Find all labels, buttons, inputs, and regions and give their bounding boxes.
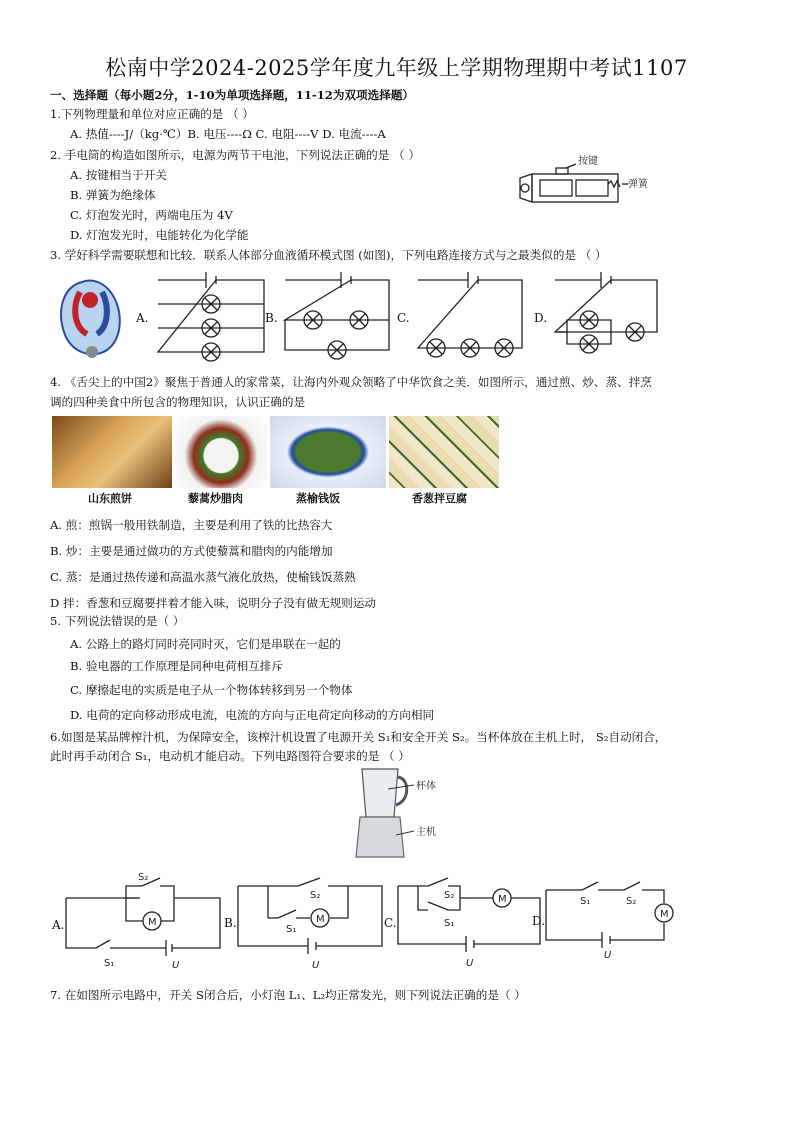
- q2-option-a: A. 按键相当于开关: [70, 168, 167, 182]
- q2-option-c: C. 灯泡发光时，两端电压为 4V: [70, 208, 233, 222]
- q5-option-c: C. 摩擦起电的实质是电子从一个物体转移到另一个物体: [70, 683, 353, 697]
- q6-a-s1: S₁: [104, 958, 115, 969]
- q6-c-s2: S₂: [444, 890, 455, 901]
- q6-label-c: C.: [384, 916, 397, 930]
- q2-option-d: D. 灯泡发光时，电能转化为化学能: [70, 228, 249, 242]
- q4-caption-2: 藜蒿炒腊肉: [188, 492, 243, 505]
- q6-circuit-b: [238, 870, 388, 970]
- q3-circuit-b: [285, 270, 395, 362]
- q6-c-s1: S₁: [444, 918, 455, 929]
- q3-circuit-d: [555, 270, 665, 362]
- q6-a-u: U: [172, 960, 180, 971]
- q2-label-spring: 弹簧: [628, 179, 648, 190]
- q6-b-motor-label: M: [316, 914, 325, 925]
- q6-b-s2: S₂: [310, 890, 321, 901]
- flashlight-diagram: [518, 154, 648, 214]
- photo-steamed-rice: [270, 416, 386, 488]
- juicer-figure: [340, 765, 450, 860]
- q2-label-key: 按键: [578, 156, 598, 167]
- q6-circuit-d: [546, 868, 676, 961]
- q6-label-d: D.: [532, 914, 546, 928]
- q7-stem: 7. 在如图所示电路中，开关 S闭合后，小灯泡 L₁、L₂均正常发光，则下列说法正确的是（ ）: [50, 988, 526, 1002]
- q4-caption-3: 蒸榆钱饭: [296, 492, 340, 505]
- q2-stem: 2. 手电筒的构造如图所示，电源为两节干电池，下列说法正确的是 （ ）: [50, 148, 420, 162]
- q6-circuit-a: [66, 870, 226, 970]
- q5-option-a: A. 公路上的路灯同时亮同时灭，它们是串联在一起的: [70, 637, 341, 651]
- q4-option-b: B. 炒：主要是通过做功的方式使藜蒿和腊肉的内能增加: [50, 544, 333, 558]
- photo-stir-fry: [175, 416, 267, 488]
- q3-label-d: D.: [534, 311, 548, 325]
- q6-c-u: U: [466, 958, 474, 969]
- q4-option-c: C. 蒸：是通过热传递和高温水蒸气液化放热，使榆钱饭蒸熟: [50, 570, 356, 584]
- q6-d-u: U: [604, 950, 612, 961]
- q6-label-b: B.: [224, 916, 237, 930]
- blood-circulation-figure: [52, 272, 132, 364]
- page-title: 松南中学2024-2025学年度九年级上学期物理期中考试1107: [105, 56, 688, 80]
- q3-label-b: B.: [265, 311, 278, 325]
- q4-caption-1: 山东煎饼: [88, 492, 132, 505]
- q4-option-a: A. 煎：煎锅一般用铁制造，主要是利用了铁的比热容大: [50, 518, 333, 532]
- q6-d-motor-label: M: [660, 909, 669, 920]
- q3-label-a: A.: [136, 311, 149, 325]
- q3-label-c: C.: [397, 311, 410, 325]
- q5-stem: 5. 下列说法错误的是（ ）: [50, 614, 185, 628]
- q6-circuit-c: [398, 868, 548, 968]
- q4-caption-4: 香葱拌豆腐: [412, 492, 467, 505]
- q2-option-b: B. 弹簧为绝缘体: [70, 188, 156, 202]
- photo-tofu: [389, 416, 499, 488]
- photo-pancake: [52, 416, 172, 488]
- q5-option-d: D. 电荷的定向移动形成电流，电流的方向与正电荷定向移动的方向相同: [70, 708, 435, 722]
- q6-stem-line1: 6.如图是某品牌榨汁机，为保障安全，该榨汁机设置了电源开关 S₁和安全开关 S₂。当杯体放在主机上时， S₂自动闭合，: [50, 730, 667, 744]
- q4-stem-line2: 调的四种美食中所包含的物理知识，认识正确的是: [50, 395, 306, 409]
- q4-option-d: D 拌：香葱和豆腐要拌着才能入味，说明分子没有做无规则运动: [50, 596, 377, 610]
- q3-circuit-c: [418, 270, 528, 362]
- q6-b-u: U: [312, 960, 320, 971]
- q6-label-a: A.: [52, 918, 65, 932]
- q6-b-s1: S₁: [286, 924, 297, 935]
- q6-label-base: 主机: [416, 827, 436, 838]
- q1-options: A. 热值----J/（kg·℃）B. 电压----Ω C. 电阻----V D. 电流----A: [70, 127, 386, 141]
- q4-stem-line1: 4. 《舌尖上的中国2》聚焦于普通人的家常菜，让海内外观众领略了中华饮食之美．如图所示，通过煎、炒、蒸、拌烹: [50, 375, 652, 389]
- q6-c-motor-label: M: [498, 894, 507, 905]
- q6-a-s2: S₂: [138, 872, 149, 883]
- q1-stem: 1.下列物理量和单位对应正确的是 （ ）: [50, 107, 254, 121]
- q6-d-s2: S₂: [626, 896, 637, 907]
- q3-circuit-a: [158, 270, 268, 362]
- section-heading: 一、选择题（每小题2分，1-10为单项选择题，11-12为双项选择题）: [50, 88, 415, 102]
- q3-stem: 3. 学好科学需要联想和比较．联系人体部分血液循环模式图 (如图)，下列电路连接方式与之最类似的是 （ ）: [50, 248, 607, 262]
- q5-option-b: B. 验电器的工作原理是同种电荷相互排斥: [70, 659, 283, 673]
- q6-a-motor-label: M: [148, 917, 157, 928]
- q6-label-cup: 杯体: [416, 781, 436, 792]
- q6-stem-line2: 此时再手动闭合 S₁，电动机才能启动。下列电路图符合要求的是 （ ）: [50, 749, 410, 763]
- q6-d-s1: S₁: [580, 896, 591, 907]
